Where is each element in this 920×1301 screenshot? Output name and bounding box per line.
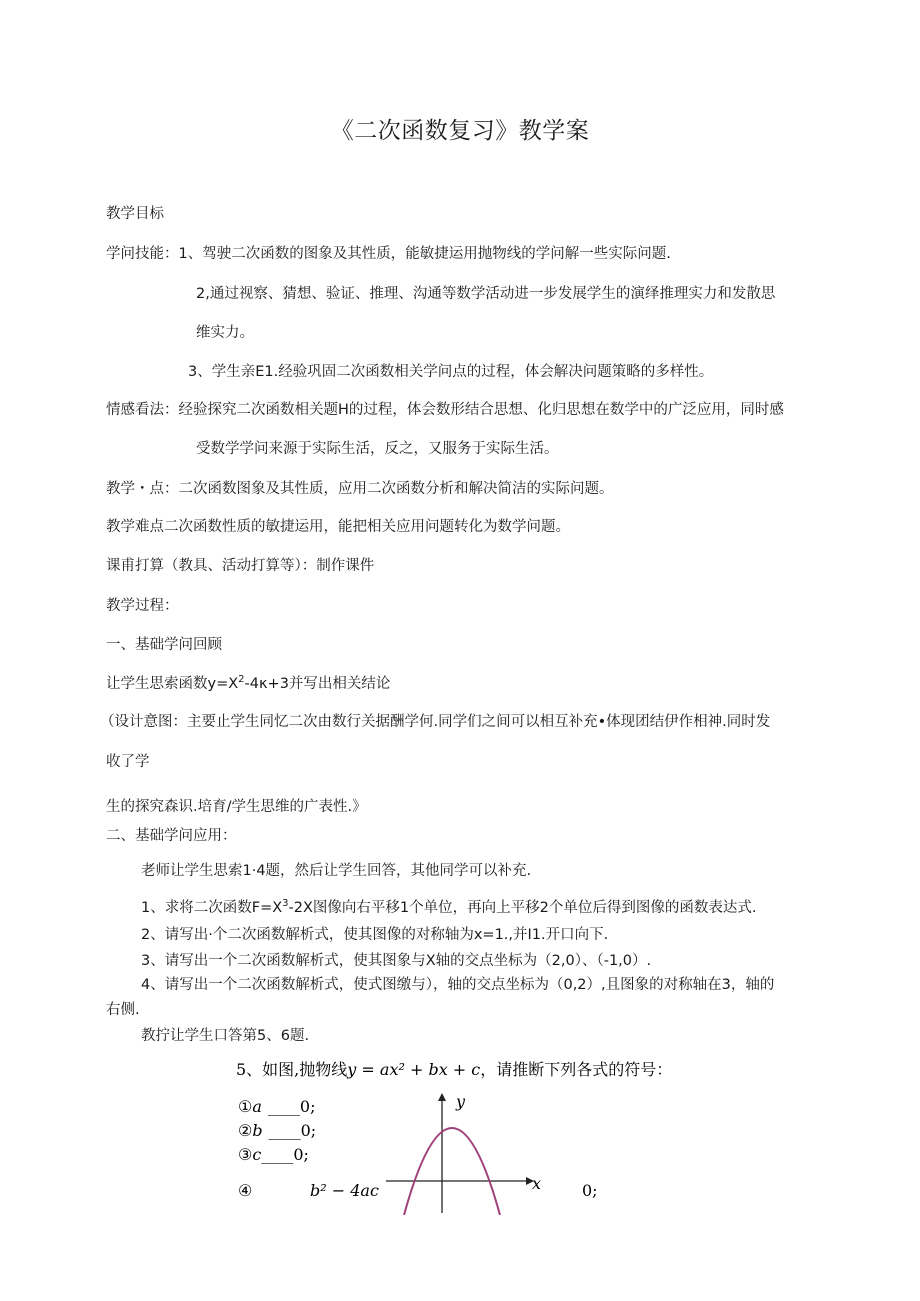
skill-goal-3: 3、学生亲E1.经验巩固二次函数相关学问点的过程，体会解决问题策略的多样性。 [188, 364, 714, 380]
parabola-figure [236, 1055, 706, 1215]
goals-heading: 教学目标 [106, 206, 164, 222]
question-1 [141, 898, 756, 918]
y-axis-label: y [456, 1092, 466, 1111]
oral-questions: 教拧让学生口答第5、6题. [141, 1028, 310, 1044]
page-title: 《二次函数复习》教学案 [330, 118, 590, 144]
x-axis-label: x [532, 1174, 542, 1193]
key-points: 教学・点：二次函数图象及其性质，应用二次函数分析和解决简洁的实际问题。 [106, 481, 614, 497]
skill-goal-1: 学问技能：1、驾驶二次函数的图象及其性质，能敏捷运用抛物线的学问解一些实际问题. [106, 246, 671, 262]
parabola-curve [404, 1128, 500, 1215]
sign-item-a: ①a ____0; [238, 1097, 316, 1116]
question-1-text-end: -2X图像向右平移1个单位，再向上平移2个单位后得到图像的函数表达式. [288, 900, 757, 916]
question-2: 2、请写出·个二次函数解析式，使其图像的对称轴为x=1.,并I1.开口向下. [141, 927, 609, 943]
y-axis-arrow-icon [438, 1093, 446, 1101]
question-4: 4、请写出一个二次函数解析式，使式图缴与），轴的交点坐标为（0,2）,且图象的对称轴在3，轴的 [141, 977, 775, 993]
emotion-goal-cont: 受数学学问来源于实际生活，反之，又服务于实际生活。 [196, 441, 559, 457]
skill-goal-2-cont: 维实力。 [196, 325, 254, 341]
teacher-note: 老师让学生思索1·4题，然后让学生回答，其他同学可以补充. [141, 863, 532, 879]
question-1-text: 1、求将二次函数F=X [141, 900, 283, 916]
emotion-goal: 情感看法：经验探究二次函数相关题H的过程，体会数形结合思想、化归思想在数学中的广泛应用，同时感 [106, 402, 784, 418]
review-task-text: 让学生思索函数y=X [106, 676, 239, 692]
difficulty: 教学难点二次函数性质的敏捷运用，能把相关应用问题转化为数学问题。 [106, 519, 570, 535]
question-3: 3、请写出一个二次函数解析式，使其图象与X轴的交点坐标为（2,0）、（-1,0）. [141, 953, 652, 969]
review-heading: 一、基础学问回顾 [106, 637, 222, 653]
design-intent: （设计意图：主要止学生同忆二次由数行关据酬学何.同学们之间可以相互补充•体现团结伊作相神.同时发 [100, 714, 771, 730]
skill-goal-2: 2,通过视察、猜想、验证、推理、沟通等数学活动进一步发展学生的演绎推理实力和发散思 [196, 286, 776, 302]
sign-item-discriminant-value: 0; [582, 1181, 598, 1200]
design-intent-cont: 收了学 [106, 754, 150, 770]
review-task [106, 674, 390, 694]
sign-item-discriminant: ④ b² − 4ac [238, 1181, 379, 1200]
design-intent-end: 生的探究森识.培育/学生思维的广表性.》 [106, 799, 367, 815]
process-heading: 教学过程： [106, 598, 179, 614]
question-4-cont: 右侧. [106, 1002, 140, 1018]
review-task-exponent: 2 [238, 674, 245, 686]
class-preparation: 课甫打算（教具、活动打算等）：制作课件 [106, 558, 375, 574]
review-task-text-end: -4κ+3并写出相关结论 [244, 676, 391, 692]
sign-item-c: ③c____0; [238, 1145, 309, 1164]
figure-heading: 5、如图,抛物线y = ax² + bx + c，请推断下列各式的符号： [236, 1060, 673, 1079]
question-1-exponent: 3 [282, 898, 289, 910]
sign-item-b: ②b ____0; [238, 1121, 317, 1140]
apply-heading: 二、基础学问应用： [106, 828, 237, 844]
